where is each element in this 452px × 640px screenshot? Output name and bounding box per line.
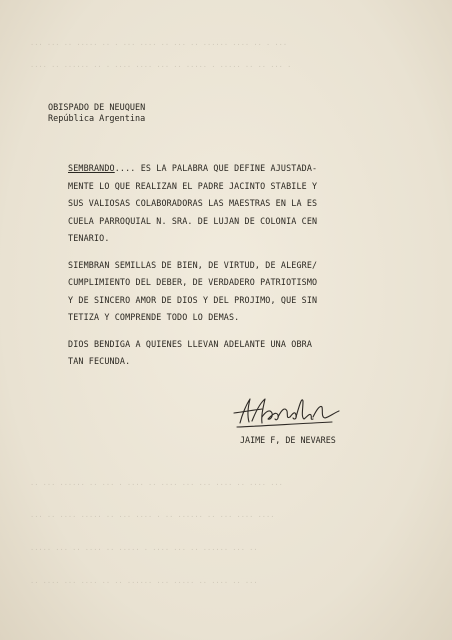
bleed-through-texture: ··· ·· ···· ····· ·· ··· ···· · ·· ······ ·· ··· ···· ···· bbox=[30, 513, 275, 521]
paragraph-3: DIOS BENDIGA A QUIENES LLEVAN ADELANTE UNA OBRA TAN FECUNDA. bbox=[68, 338, 313, 366]
bleed-through-texture: ·· ··· ······ ·· ··· · ···· ·· ···· ··· ··· ···· ·· ···· ··· bbox=[30, 481, 283, 489]
letterhead bbox=[48, 103, 145, 125]
emphasis-word: SEMBRANDO bbox=[68, 163, 115, 173]
paragraph-1-text: .... ES LA PALABRA QUE DEFINE AJUSTADA- MENTE LO QUE REALIZAN EL PADRE JACINTO STABILE Y SUS VALIOSAS COLABORADORAS LAS MAESTRAS EN LA ES CUELA PARROQUIAL N. SRA. DE LUJAN DE COLONIA CEN TENARIO. bbox=[68, 163, 318, 243]
letterhead-diocese: OBISPADO DE NEUQUEN bbox=[48, 103, 146, 113]
letter-body bbox=[68, 160, 408, 371]
paragraph-2: SIEMBRAN SEMILLAS DE BIEN, DE VIRTUD, DE ALEGRE/ CUMPLIMIENTO DEL DEBER, DE VERDADERO PATRIOTISMO Y DE SINCERO AMOR DE DIOS Y DEL PROJIMO, QUE SIN TETIZA Y COMPRENDE TODO LO DEMAS. bbox=[68, 259, 318, 322]
paragraph-1 bbox=[68, 160, 408, 248]
bleed-through-texture: ·· ···· ··· ···· ·· ·· ······ ··· ····· ·· ···· ·· ··· bbox=[30, 579, 258, 587]
bleed-through-texture: ····· ··· ·· ···· ·· ····· · ···· ··· ·· ······ ··· ·· bbox=[30, 546, 258, 554]
bleed-through-texture: ···· ·· ······ ·· · ···· ···· ··· ·· ····· · ····· ·· ·· ··· · bbox=[30, 63, 292, 71]
bleed-through-texture: ··· ··· ·· ····· ·· · ··· ···· ·· ··· ·· ······ ···· ·· · ··· bbox=[30, 41, 288, 49]
letterhead-country: República Argentina bbox=[48, 114, 146, 124]
signer-name: JAIME F, DE NEVARES bbox=[240, 435, 336, 445]
handwritten-signature bbox=[232, 393, 342, 433]
